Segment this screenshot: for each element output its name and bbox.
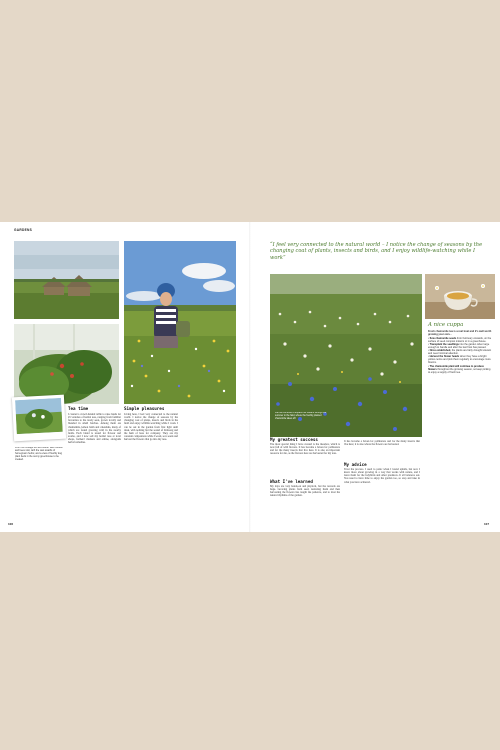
tips-title: A nice cuppa [428,322,464,328]
field-caption: Joe will continue to expand his flowers through the summer in the field, where the freshly planted chamomile takes off. [275,412,327,420]
tip-lead: Harvest the flower heads [429,355,460,359]
tip-text: from February onwards, on the surface of seed compost indoors or in a greenhouse. [428,337,492,344]
tea-time-heading: Tea time [68,406,89,411]
tip-lead: Transplant the seedlings [429,343,459,347]
simple-pleasures-heading: Simple pleasures [124,406,165,411]
tips-intro: Fresh chamomile tea is a real treat and it's well worth growing your own... [428,330,492,337]
folio-left: 106 [8,522,14,526]
simple-pleasures-text: Living here, I feel very connected to the natural world. I notice the change of seasons by the changing coat of plants, insects and birds in the field and enjoy wildlife-watching while I work. I can be out in the garden from first light until dusk, with nothing but the sound of birdsong and the hum of bees for company. They are my constant companions while I weed, sow seeds and harvest the flowers that go into my teas. [124,413,178,442]
page-fold [249,222,251,532]
tip-item: • The chamomile plant will continue to produce flowers throughout the growing season, so keep picking to enjoy a supply of fresh tea. [428,364,491,374]
greatest-success-heading: My greatest success [270,437,318,442]
pull-quote: “I feel very connected to the natural world – I notice the change of seasons by the changing coat of plants, insects and birds, and I enjoy wildlife-watching while I work” [270,242,483,261]
woman-in-field-photo [124,241,236,404]
tip-item: • Transplant the seedlings into the garden when large enough to handle and after the last frost has passed. [428,343,490,350]
tip-text: when they have a bright yellow centre and pick them regularly to encourage more blooms. [428,355,491,365]
polaroid-caption: From the cottage left and below: wild children and bees visit, with the vast swaths of homegrown herbs; and a view of freshly dug plant beds in the sunny greenhouse to be created. [15,447,63,461]
success-continued-text: It has become a haven for pollinators and for the many insects that live here; it is also where the flowers are harvested. [344,440,420,447]
polaroid-photo [12,395,66,442]
tea-time-text: I created a crowd-funded raffle to raise funds for 45 varieties of herbal teas, ranging from familiar favourites to the rarely seen, grown locally and blended in small batches. Among them are chamomile, lemon balm and calendula, many of which are found growing wild in the nearby fields. Each blend is tested for flavour and aroma, and I now sell my herbal teas at local shops, farmers' markets and online, alongside herbal remedies. [68,413,121,445]
tip-lead: Once established, [429,349,451,353]
advice-text: Trust the process. I used to panic when I found aphids, but now I know more about growing in a way that works with nature, and I leave them for the ladybirds and other predators. It all balances out. You need to have time to enjoy the garden too, so stop and take in what you have achieved. [344,468,420,484]
tip-text: the plants are fairly drought tolerant and need minimal attention. [428,349,492,356]
learned-text: My days are very hands-on and physical, but the rewards are huge. Growing plants from seed, nurturing them and then harvesting the flowers has taught me patience, and to trust the natural rhythms of the garden. [270,485,340,498]
greatest-success-text: The most special thing I have created is the meadow, which is now full of wild flowers. It has become a haven for pollinators and for the many insects that live here. It is also an important resource for me, as the flowers here are harvested for my teas. [270,443,340,456]
tip-item: • Once established, the plants are fairly drought tolerant and need minimal attention. [428,349,492,356]
section-label: GARDENS [14,228,33,232]
tip-text: into the garden when large enough to handle and after the last frost has passed. [428,343,490,350]
folio-right: 107 [484,522,490,526]
magazine-spread [0,222,500,532]
yurt-photo [14,241,119,319]
tip-item: • Harvest the flower heads when they have a bright yellow centre and pick them regularly to encourage more blooms. [428,355,491,365]
tip-item: • Sow chamomile seeds from February onwards, on the surface of seed compost indoors or in a greenhouse. [428,337,492,344]
tip-text: throughout the growing season, so keep picking to enjoy a supply of fresh tea. [428,367,491,374]
greenhouse-photo [14,324,119,404]
tip-lead: Sow chamomile seeds [429,337,457,341]
learned-heading: What I've learned [270,479,313,484]
teacup-photo [425,274,495,319]
tip-lead: The chamomile plant will continue to produce flowers [428,364,484,371]
tips-box [428,330,492,520]
advice-heading: My advice [344,462,367,467]
